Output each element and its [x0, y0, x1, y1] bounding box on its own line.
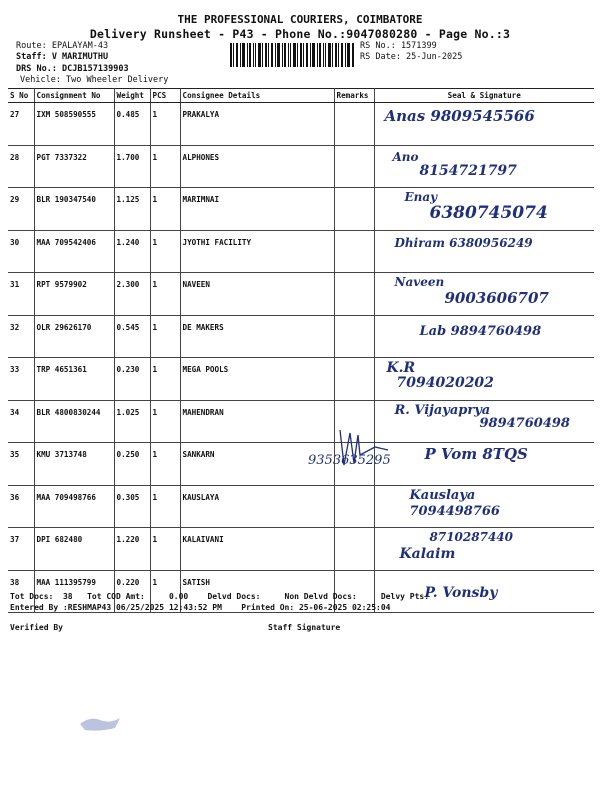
signature-text: Lab 9894760498 [419, 323, 542, 339]
signature-text: K.R [386, 360, 416, 376]
signature-text: P Vom 8TQS [424, 445, 528, 463]
row-weight: 0.305 [114, 485, 150, 528]
totals-line: Tot Docs: 38 Tot COD Amt: 0.00 Delvd Docs: Non Delvd Docs: Delvy Pts: [10, 592, 430, 601]
row-remarks [334, 103, 374, 146]
row-weight: 2.300 [114, 273, 150, 316]
row-consignment: MAA 111395799 [34, 570, 114, 613]
row-sno: 33 [8, 358, 34, 401]
row-remarks [334, 358, 374, 401]
row-consignee: MAHENDRAN [180, 400, 334, 443]
row-consignment: RPT 9579902 [34, 273, 114, 316]
table-row [8, 230, 594, 273]
row-consignee: KAUSLAYA [180, 485, 334, 528]
row-pcs: 1 [150, 273, 180, 316]
table-row [8, 145, 594, 188]
signature-text: P. Vonsby [424, 584, 498, 601]
row-consignee: NAVEEN [180, 273, 334, 316]
row-consignee: JYOTHI FACILITY [180, 230, 334, 273]
verified-by-label: Verified By [10, 623, 63, 632]
row-signature [374, 400, 594, 443]
row-weight: 0.220 [114, 570, 150, 613]
row-signature [374, 230, 594, 273]
row-remarks [334, 230, 374, 273]
row-consignment: MAA 709542406 [34, 230, 114, 273]
row-consignee: DE MAKERS [180, 315, 334, 358]
table-row [8, 103, 594, 146]
table-row [8, 315, 594, 358]
row-consignment: PGT 7337322 [34, 145, 114, 188]
signature-text-2: Kalaim [399, 546, 456, 562]
row-weight: 1.240 [114, 230, 150, 273]
table-row [8, 188, 594, 231]
row-consignment: TRP 4651361 [34, 358, 114, 401]
signature-text: Anas 9809545566 [384, 107, 535, 125]
row-consignment: DPI 682480 [34, 528, 114, 571]
row-weight: 0.545 [114, 315, 150, 358]
row-sno: 27 [8, 103, 34, 146]
row-consignment: IXM 508590555 [34, 103, 114, 146]
row-sno: 36 [8, 485, 34, 528]
row-sno: 29 [8, 188, 34, 231]
col-pcs: PCS [150, 89, 180, 103]
row-sno: 32 [8, 315, 34, 358]
row-consignment: KMU 3713748 [34, 443, 114, 486]
row-signature [374, 188, 594, 231]
row-consignment: BLR 190347540 [34, 188, 114, 231]
row-sno: 34 [8, 400, 34, 443]
row-consignee: SANKARN [180, 443, 334, 486]
row-consignment: BLR 4800830244 [34, 400, 114, 443]
signature-text-2: 9894760498 [479, 415, 570, 431]
table-header-row [8, 89, 594, 103]
row-signature [374, 485, 594, 528]
row-weight: 1.700 [114, 145, 150, 188]
row-remarks [334, 188, 374, 231]
vehicle-label: Vehicle: Two Wheeler Delivery [20, 75, 169, 85]
signature-text-2: 9003606707 [444, 289, 549, 307]
row-signature [374, 315, 594, 358]
row-sno: 28 [8, 145, 34, 188]
row-weight: 0.485 [114, 103, 150, 146]
row-pcs: 1 [150, 315, 180, 358]
row-pcs: 1 [150, 230, 180, 273]
row-remarks [334, 145, 374, 188]
signature-text-2: 6380745074 [429, 203, 548, 223]
margin-phone-note: 9353635295 [308, 453, 391, 468]
signature-text: Dhiram 6380956249 [394, 235, 533, 250]
row-consignee: KALAIVANI [180, 528, 334, 571]
row-pcs: 1 [150, 528, 180, 571]
row-pcs: 1 [150, 485, 180, 528]
row-pcs: 1 [150, 570, 180, 613]
row-remarks [334, 315, 374, 358]
row-consignee: MARIMNAI [180, 188, 334, 231]
drs-number: DRS No.: DCJB157139903 [16, 64, 129, 74]
row-sno: 38 [8, 570, 34, 613]
col-weight: Weight [114, 89, 150, 103]
row-signature [374, 103, 594, 146]
row-sno: 30 [8, 230, 34, 273]
row-consignment: MAA 709498766 [34, 485, 114, 528]
signature-text-2: 7094498766 [409, 503, 500, 519]
runsheet-table [8, 88, 594, 613]
signature-text: Enay [404, 190, 438, 204]
entered-by-line: Entered By :RESHMAP43 06/25/2025 12:43:52 PM Printed On: 25-06-2025 02:25:04 [10, 603, 391, 612]
table-row [8, 528, 594, 571]
signature-text: Ano [392, 149, 419, 164]
staff-signature-label: Staff Signature [268, 623, 341, 632]
row-weight: 1.025 [114, 400, 150, 443]
row-weight: 1.220 [114, 528, 150, 571]
row-pcs: 1 [150, 443, 180, 486]
row-weight: 0.230 [114, 358, 150, 401]
row-consignee: MEGA POOLS [180, 358, 334, 401]
company-title: THE PROFESSIONAL COURIERS, COIMBATORE [177, 13, 423, 26]
signature-text-2: 8154721797 [419, 162, 517, 179]
table-row [8, 485, 594, 528]
rs-number: RS No.: 1571399 [360, 41, 437, 51]
row-consignee: SATISH [180, 570, 334, 613]
row-weight: 1.125 [114, 188, 150, 231]
row-remarks [334, 528, 374, 571]
signature-text: Kauslaya [409, 487, 476, 503]
row-pcs: 1 [150, 103, 180, 146]
row-remarks [334, 485, 374, 528]
signature-text-2: 7094020202 [396, 375, 494, 391]
col-sno: S No [8, 89, 34, 103]
col-consignment: Consignment No [34, 89, 114, 103]
signature-text: Naveen [394, 275, 445, 289]
row-sno: 31 [8, 273, 34, 316]
row-signature [374, 145, 594, 188]
row-sno: 35 [8, 443, 34, 486]
row-consignee: PRAKALYA [180, 103, 334, 146]
row-pcs: 1 [150, 145, 180, 188]
barcode [230, 43, 355, 67]
signature-text: R. Vijayaprya [394, 402, 491, 418]
row-pcs: 1 [150, 400, 180, 443]
row-signature [374, 273, 594, 316]
staff-label: Staff: V MARIMUTHU [16, 52, 109, 62]
runsheet-subtitle: Delivery Runsheet - P43 - Phone No.:9047080280 - Page No.:3 [89, 27, 511, 41]
ink-smudge [75, 706, 125, 736]
col-remarks: Remarks [334, 89, 374, 103]
row-pcs: 1 [150, 358, 180, 401]
row-signature [374, 358, 594, 401]
col-signature: Seal & Signature [374, 89, 594, 103]
row-sno: 37 [8, 528, 34, 571]
table-row [8, 358, 594, 401]
row-remarks [334, 273, 374, 316]
row-pcs: 1 [150, 188, 180, 231]
row-signature [374, 443, 594, 486]
signature-text: 8710287440 [429, 530, 513, 544]
row-weight: 0.250 [114, 443, 150, 486]
table-row [8, 273, 594, 316]
row-signature [374, 528, 594, 571]
row-consignment: OLR 29626170 [34, 315, 114, 358]
route-label: Route: EPALAYAM-43 [16, 41, 109, 51]
col-consignee: Consignee Details [180, 89, 334, 103]
rs-date: RS Date: 25-Jun-2025 [360, 52, 463, 62]
row-consignee: ALPHONES [180, 145, 334, 188]
